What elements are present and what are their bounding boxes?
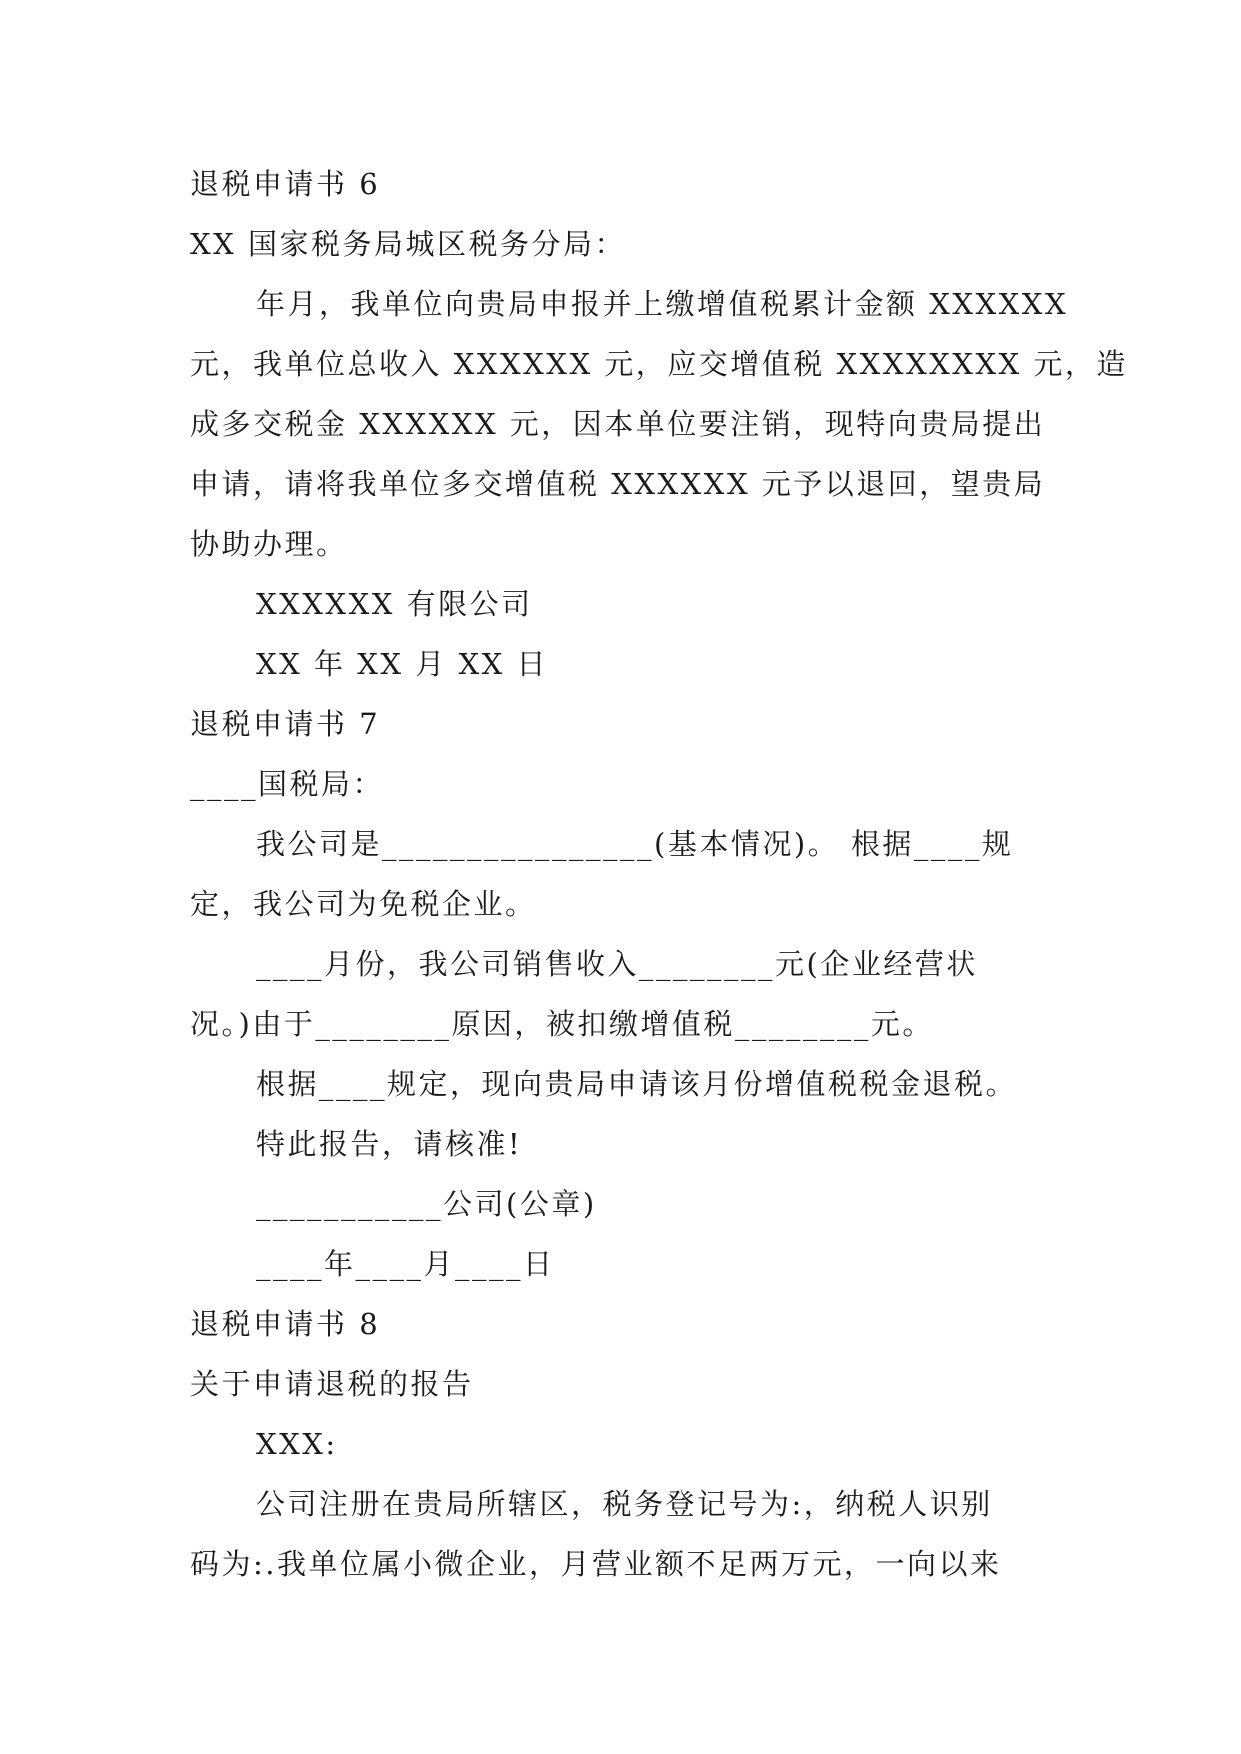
- report-title: 关于申请退税的报告: [190, 1367, 474, 1401]
- body-line: 公司注册在贵局所辖区，税务登记号为:，纳税人识别: [256, 1487, 993, 1521]
- body-line: 定，我公司为免税企业。: [190, 887, 537, 921]
- body-line: 我公司是________________(基本情况)。 根据____规: [256, 827, 1014, 861]
- addressee-6: XX 国家税务局城区税务分局：: [190, 227, 627, 261]
- body-line: 根据____规定，现向贵局申请该月份增值税税金退税。: [256, 1067, 1018, 1101]
- signature-date: XX 年 XX 月 XX 日: [256, 647, 548, 681]
- body-line: ____月份，我公司销售收入________元(企业经营状: [256, 947, 978, 981]
- body-line: 年月，我单位向贵局申报并上缴增值税累计金额 XXXXXX: [256, 287, 1069, 321]
- addressee-7: ____国税局：: [190, 767, 385, 801]
- body-line: 成多交税金 XXXXXX 元，因本单位要注销，现特向贵局提出: [190, 407, 1046, 441]
- body-line: 元，我单位总收入 XXXXXX 元，应交增值税 XXXXXXXX 元，造: [190, 347, 1128, 381]
- signature-date: ____年____月____日: [256, 1247, 555, 1281]
- section-title-6: 退税申请书 6: [190, 167, 381, 201]
- section-title-8: 退税申请书 8: [190, 1307, 381, 1341]
- body-line: 申请，请将我单位多交增值税 XXXXXX 元予以退回，望贵局: [190, 467, 1046, 501]
- addressee-8: XXX:: [256, 1427, 338, 1461]
- closing-line: 特此报告，请核准!: [256, 1127, 523, 1161]
- body-line: 协助办理。: [190, 527, 348, 561]
- body-line: 码为:.我单位属小微企业，月营业额不足两万元，一向以来: [190, 1547, 1002, 1581]
- signature-company: ___________公司(公章): [256, 1187, 597, 1221]
- body-line: 况。)由于________原因，被扣缴增值税________元。: [190, 1007, 934, 1041]
- section-title-7: 退税申请书 7: [190, 707, 381, 741]
- signature-company: XXXXXX 有限公司: [256, 587, 533, 621]
